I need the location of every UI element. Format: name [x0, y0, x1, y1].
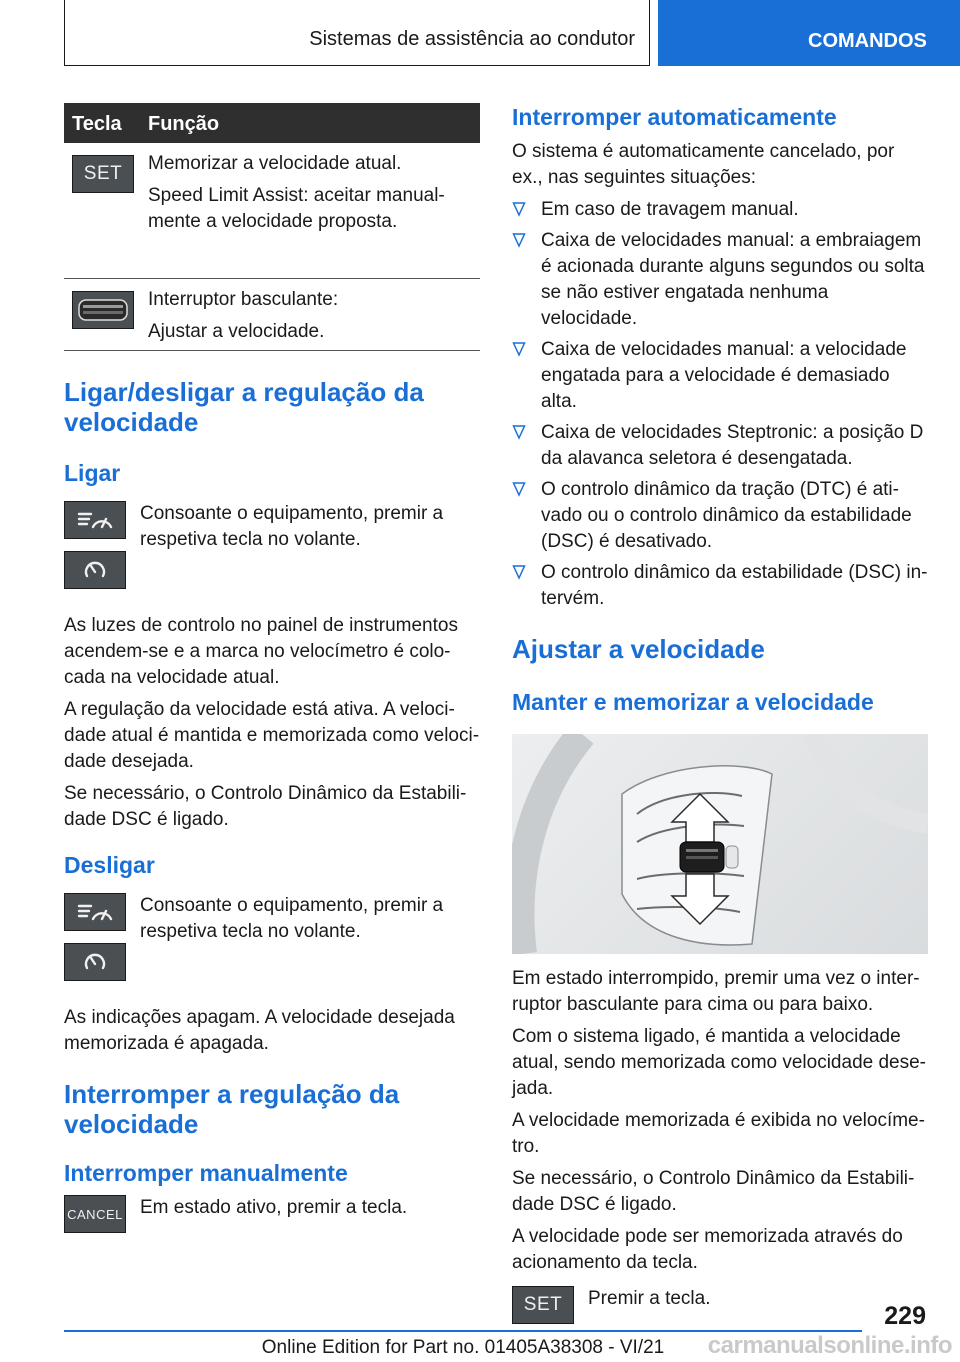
speed-limiter-icon [64, 943, 126, 981]
triangle-bullet-icon [512, 423, 526, 441]
right-column [512, 103, 928, 1326]
list-item: Em caso de travagem manual. [512, 197, 928, 223]
heading-interrupt-auto: Interromper automaticamente [512, 104, 837, 130]
page-number: 229 [884, 1302, 926, 1330]
cancel-key-row [64, 1195, 480, 1235]
on-keys-row [64, 501, 480, 601]
paragraph: Com o sistema ligado, é mantida a velocidade atual, sendo memorizada como velocidade dese-jada. [512, 1026, 927, 1099]
cruise-control-icon [64, 501, 126, 539]
set-key-icon: SET [72, 155, 134, 193]
heading-keep-store: Manter e memorizar a velocidade [512, 689, 874, 715]
table-cell-text: Memorizar a velocidade atual. [148, 153, 402, 174]
table-header-function: Função [148, 113, 220, 135]
table-row [64, 279, 480, 351]
header-section-box [64, 0, 650, 66]
heading-on: Ligar [64, 460, 121, 486]
table-cell-text: Speed Limit Assist: aceitar manual-mente a velocidade proposta. [148, 185, 445, 232]
heading-adjust: Ajustar a velocidade [512, 634, 765, 664]
on-instruction: Consoante o equipamento, premir a respetiva tecla no volante. [140, 503, 444, 550]
steering-wheel-rocker-photo [512, 734, 928, 954]
heading-on-off: Ligar/desligar a regulação da velocidade [64, 377, 424, 437]
rocker-switch-icon [72, 291, 134, 329]
list-item: O controlo dinâmico da estabilidade (DSC) in-tervém. [512, 560, 928, 612]
list-item: Caixa de velocidades manual: a embraiagem é acionada durante alguns segundos ou solta se não estiver engatada nenhuma velocidade. [512, 228, 928, 332]
header-section-title: Sistemas de assistência ao condutor [309, 28, 635, 50]
left-column [64, 103, 480, 1235]
set-key-row [512, 1286, 928, 1326]
auto-cancel-list [512, 197, 928, 612]
footer-edition: Online Edition for Part no. 01405A38308 - VI/21 [261, 1337, 665, 1358]
paragraph: A velocidade memorizada é exibida no velocíme-tro. [512, 1110, 925, 1157]
header-chapter-label: COMANDOS [808, 30, 927, 52]
set-key-icon: SET [512, 1286, 574, 1324]
off-instruction: Consoante o equipamento, premir a respetiva tecla no volante. [140, 895, 444, 942]
triangle-bullet-icon [512, 563, 526, 581]
heading-interrupt: Interromper a regulação da velocidade [64, 1079, 400, 1139]
off-keys-row [64, 893, 480, 993]
watermark-text: carmanualsonline.info [707, 1332, 952, 1359]
table-cell-text: Ajustar a velocidade. [148, 321, 325, 342]
triangle-bullet-icon [512, 231, 526, 249]
speed-limiter-icon [64, 551, 126, 589]
table-row [64, 143, 480, 279]
set-instruction: Premir a tecla. [588, 1288, 711, 1309]
header-chapter-tab[interactable] [658, 0, 960, 66]
paragraph: Em estado interrompido, premir uma vez o inter-ruptor basculante para cima ou para baixo. [512, 968, 920, 1015]
paragraph: Se necessário, o Controlo Dinâmico da Estabili-dade DSC é ligado. [64, 783, 467, 830]
triangle-bullet-icon [512, 340, 526, 358]
paragraph: A regulação da velocidade está ativa. A veloci-dade atual é mantida e memorizada como veloci-dade desejada. [64, 699, 480, 772]
cancel-instruction: Em estado ativo, premir a tecla. [140, 1197, 408, 1218]
triangle-bullet-icon [512, 480, 526, 498]
cancel-key-icon: CANCEL [64, 1195, 126, 1233]
paragraph: Se necessário, o Controlo Dinâmico da Estabili-dade DSC é ligado. [512, 1168, 915, 1215]
paragraph: A velocidade pode ser memorizada através do acionamento da tecla. [512, 1226, 903, 1273]
list-item: O controlo dinâmico da tração (DTC) é ati-vado ou o controlo dinâmico da estabilidade (DSC) é desativado. [512, 477, 928, 555]
heading-off: Desligar [64, 852, 155, 878]
table-cell-text: Interruptor basculante: [148, 289, 339, 310]
table-header-key: Tecla [72, 113, 122, 135]
cruise-control-icon [64, 893, 126, 931]
paragraph: As indicações apagam. A velocidade desejada memorizada é apagada. [64, 1007, 455, 1054]
list-item: Caixa de velocidades manual: a velocidade engatada para a velocidade é demasiado alta. [512, 337, 928, 415]
triangle-bullet-icon [512, 200, 526, 218]
paragraph: O sistema é automaticamente cancelado, por ex., nas seguintes situações: [512, 141, 895, 188]
paragraph: As luzes de controlo no painel de instrumentos acendem-se e a marca no velocímetro é colo-cada na velocidade atual. [64, 615, 458, 688]
key-function-table-header [64, 103, 480, 143]
heading-interrupt-manual: Interromper manualmente [64, 1160, 348, 1186]
list-item: Caixa de velocidades Steptronic: a posição D da alavanca seletora é desengatada. [512, 420, 928, 472]
